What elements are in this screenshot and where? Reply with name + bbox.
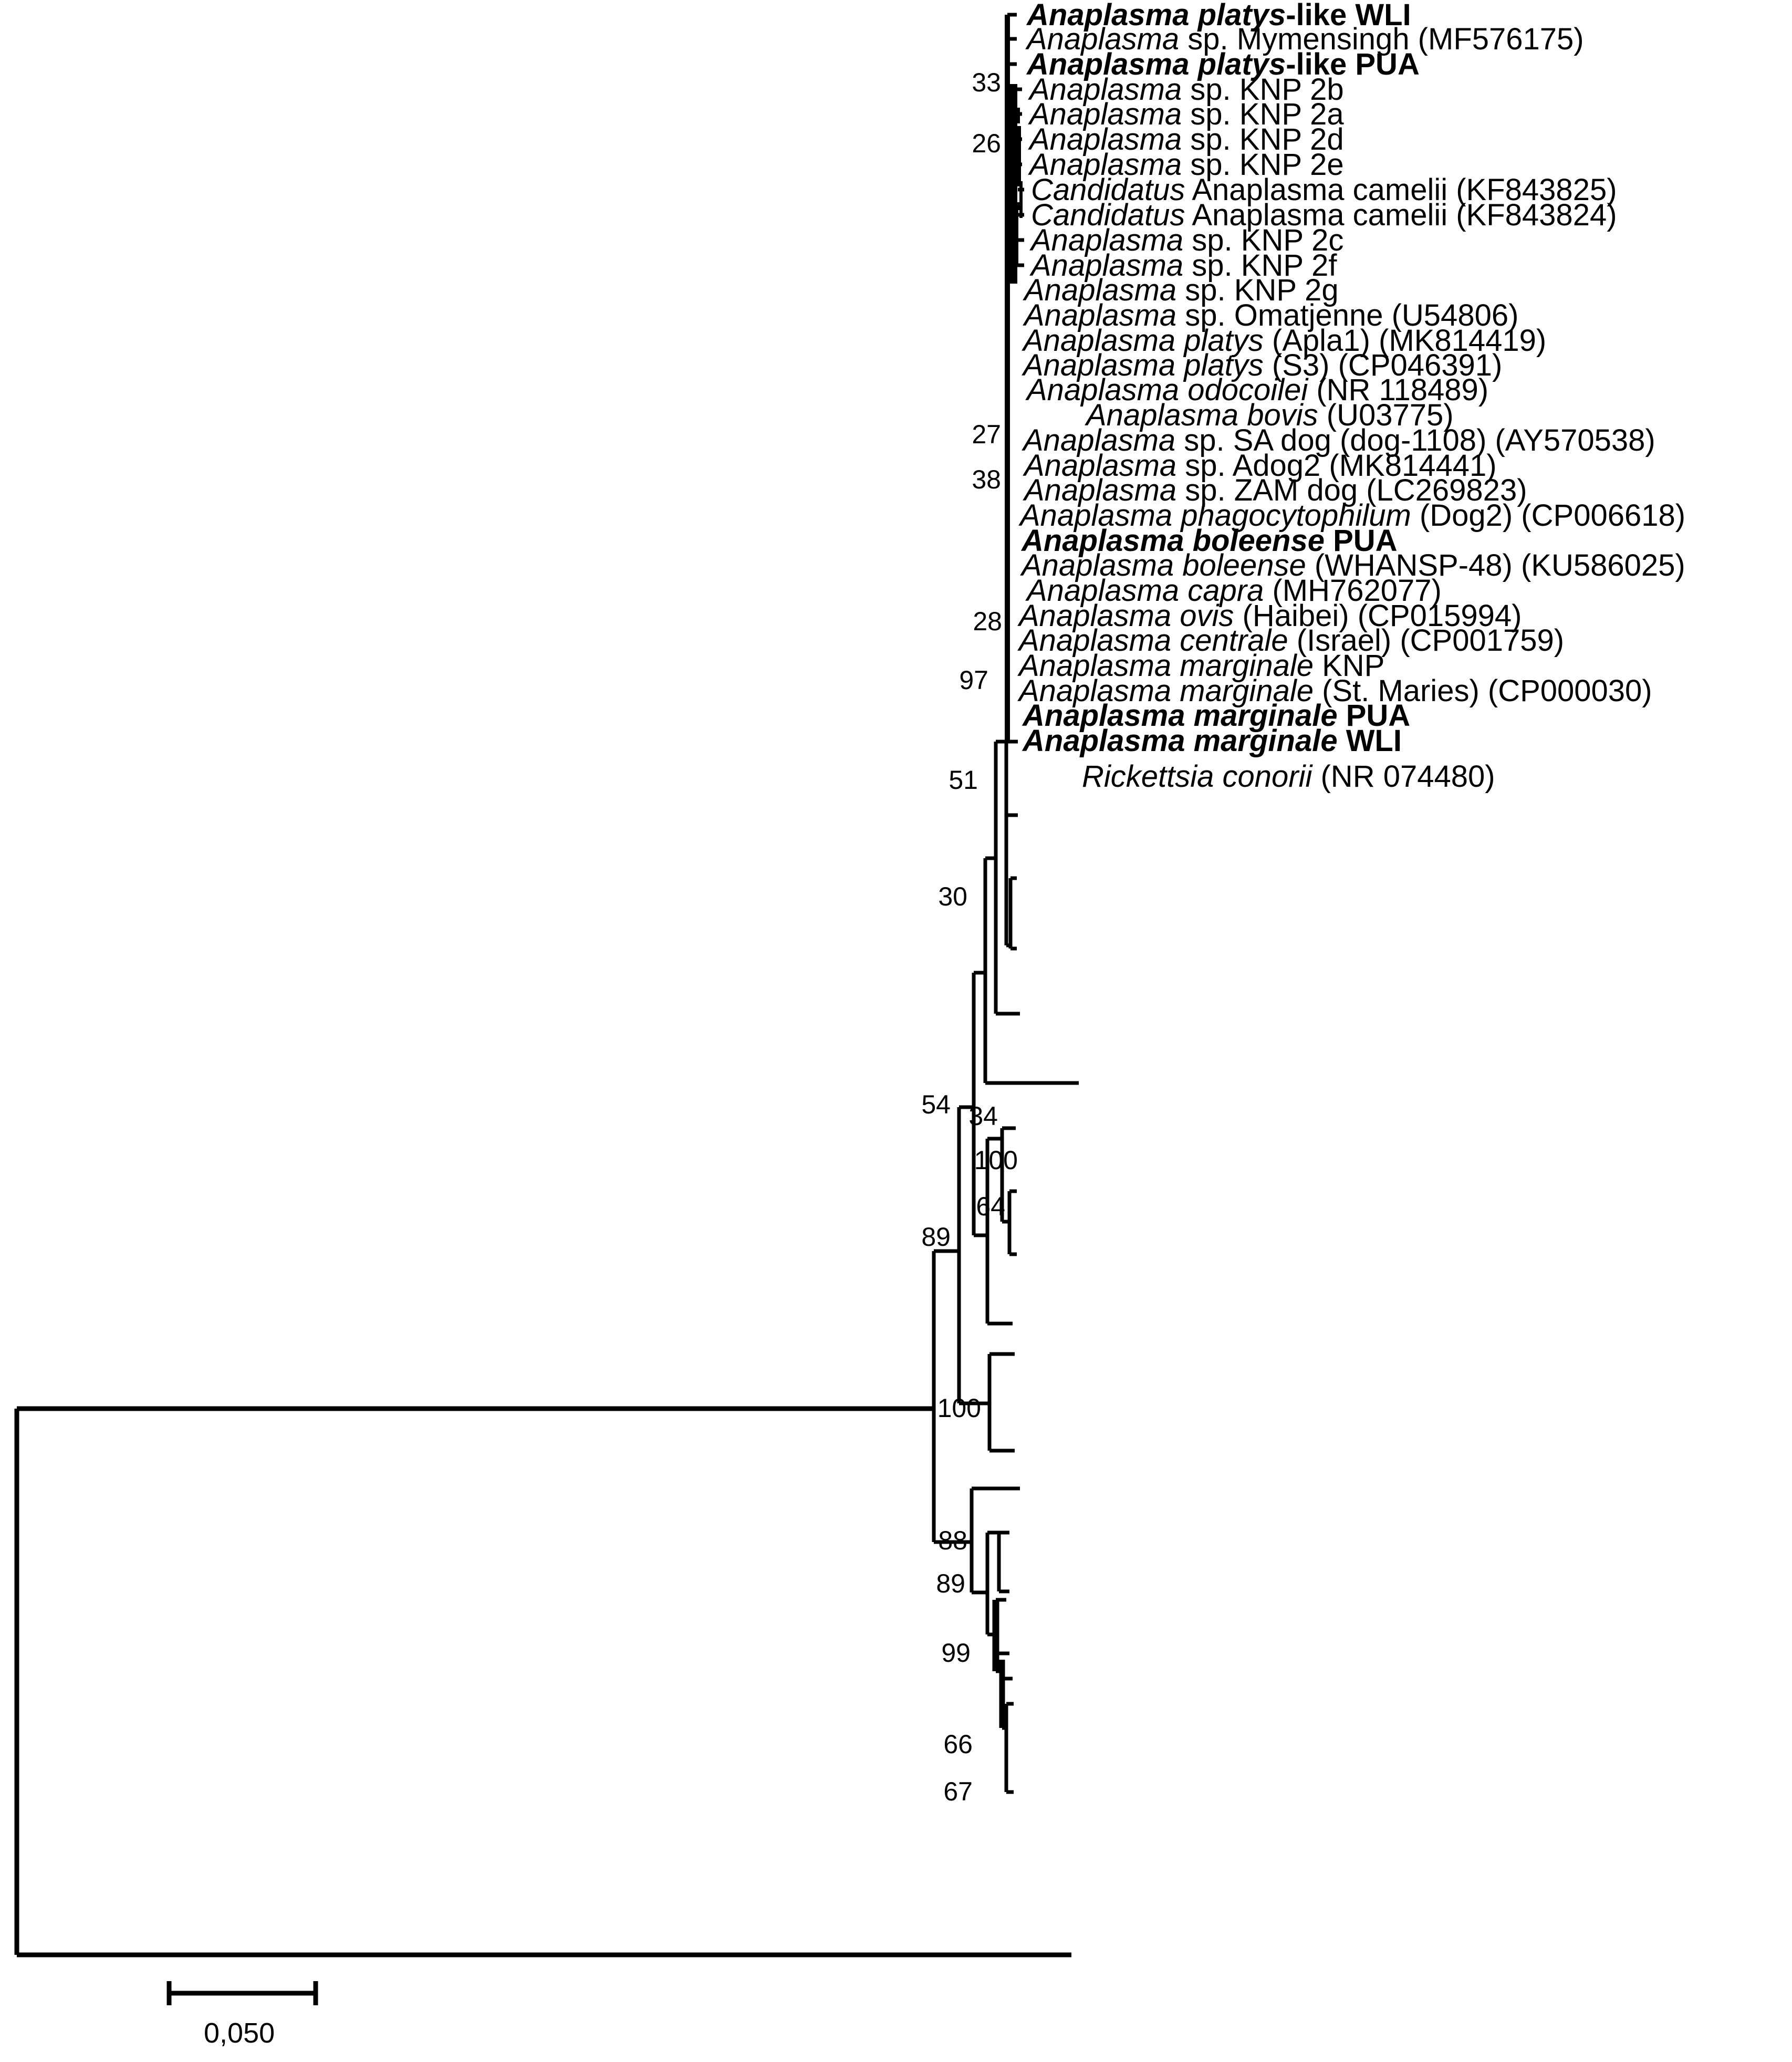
bootstrap-value: 51: [949, 765, 978, 795]
taxon-label: Anaplasma sp. Adog2 (MK814441): [1024, 449, 1497, 483]
bootstrap-value: 89: [921, 1222, 951, 1252]
bootstrap-value: 66: [943, 1730, 973, 1759]
bootstrap-value: 64: [976, 1192, 1005, 1221]
taxon-label: Anaplasma sp. KNP 2c: [1031, 223, 1344, 257]
bootstrap-value: 100: [937, 1393, 981, 1423]
taxon-label: Anaplasma sp. ZAM dog (LC269823): [1024, 473, 1527, 507]
taxon-label: Anaplasma sp. KNP 2d: [1029, 122, 1344, 157]
taxon-label: Anaplasma capra (MH762077): [1027, 574, 1442, 608]
taxon-label: Anaplasma bovis (U03775): [1086, 398, 1454, 432]
bootstrap-value: 88: [938, 1526, 967, 1555]
bootstrap-value: 28: [973, 607, 1002, 636]
taxon-label: Anaplasma sp. KNP 2b: [1029, 72, 1344, 107]
taxon-label: Anaplasma platys (S3) (CP046391): [1023, 348, 1503, 382]
taxon-label: Anaplasma sp. KNP 2f: [1031, 248, 1337, 283]
taxon-label: Anaplasma boleense (WHANSP-48) (KU586025): [1022, 548, 1685, 582]
taxon-label: Anaplasma sp. Mymensingh (MF576175): [1027, 22, 1584, 56]
taxon-label: Anaplasma odocoilei (NR 118489): [1027, 373, 1489, 407]
bootstrap-value: 67: [943, 1777, 973, 1806]
bootstrap-value: 99: [941, 1638, 971, 1668]
taxon-label: Anaplasma boleense PUA: [1022, 524, 1398, 558]
taxon-label: Anaplasma platys (Apla1) (MK814419): [1023, 324, 1547, 358]
taxon-label: Anaplasma sp. SA dog (dog-1108) (AY570538): [1023, 423, 1655, 457]
taxon-label: Anaplasma platys-like WLI: [1027, 0, 1411, 32]
taxon-label: Anaplasma phagocytophilum (Dog2) (CP006618): [1020, 498, 1686, 533]
taxon-label: Anaplasma ovis (Haibei) (CP015994): [1019, 599, 1522, 633]
bootstrap-value: 100: [974, 1145, 1018, 1175]
taxon-label: Anaplasma marginale KNP: [1019, 649, 1385, 683]
scale-bar-label: 0,050: [204, 2017, 275, 2049]
bootstrap-value: 38: [972, 465, 1001, 494]
bootstrap-value: 33: [972, 68, 1001, 97]
taxon-label: Anaplasma platys-like PUA: [1027, 47, 1420, 81]
taxon-label: Anaplasma sp. KNP 2e: [1029, 148, 1344, 182]
taxon-label: Candidatus Anaplasma camelii (KF843825): [1031, 173, 1617, 207]
bootstrap-value: 54: [921, 1090, 951, 1119]
taxon-label: Anaplasma marginale PUA: [1023, 699, 1411, 733]
bootstrap-value: 89: [936, 1569, 965, 1598]
bootstrap-value: 27: [972, 420, 1001, 449]
taxon-label: Anaplasma sp. Omatjenne (U54806): [1024, 298, 1519, 332]
taxon-label: Candidatus Anaplasma camelii (KF843824): [1031, 198, 1617, 232]
bootstrap-value: 97: [959, 665, 988, 695]
taxon-label: Anaplasma marginale (St. Maries) (CP000030): [1019, 674, 1652, 708]
taxon-label: Anaplasma sp. KNP 2g: [1024, 273, 1339, 307]
taxon-label: Anaplasma centrale (Israel) (CP001759): [1019, 623, 1565, 658]
bootstrap-value: 26: [972, 129, 1001, 158]
taxon-label: Anaplasma marginale WLI: [1023, 724, 1402, 758]
bootstrap-value: 34: [968, 1101, 998, 1131]
scale-bar: [169, 1981, 316, 2005]
taxon-label: Anaplasma sp. KNP 2a: [1029, 97, 1344, 131]
bootstrap-value: 30: [938, 882, 967, 911]
taxon-label-outgroup: Rickettsia conorii (NR 074480): [1082, 759, 1495, 794]
